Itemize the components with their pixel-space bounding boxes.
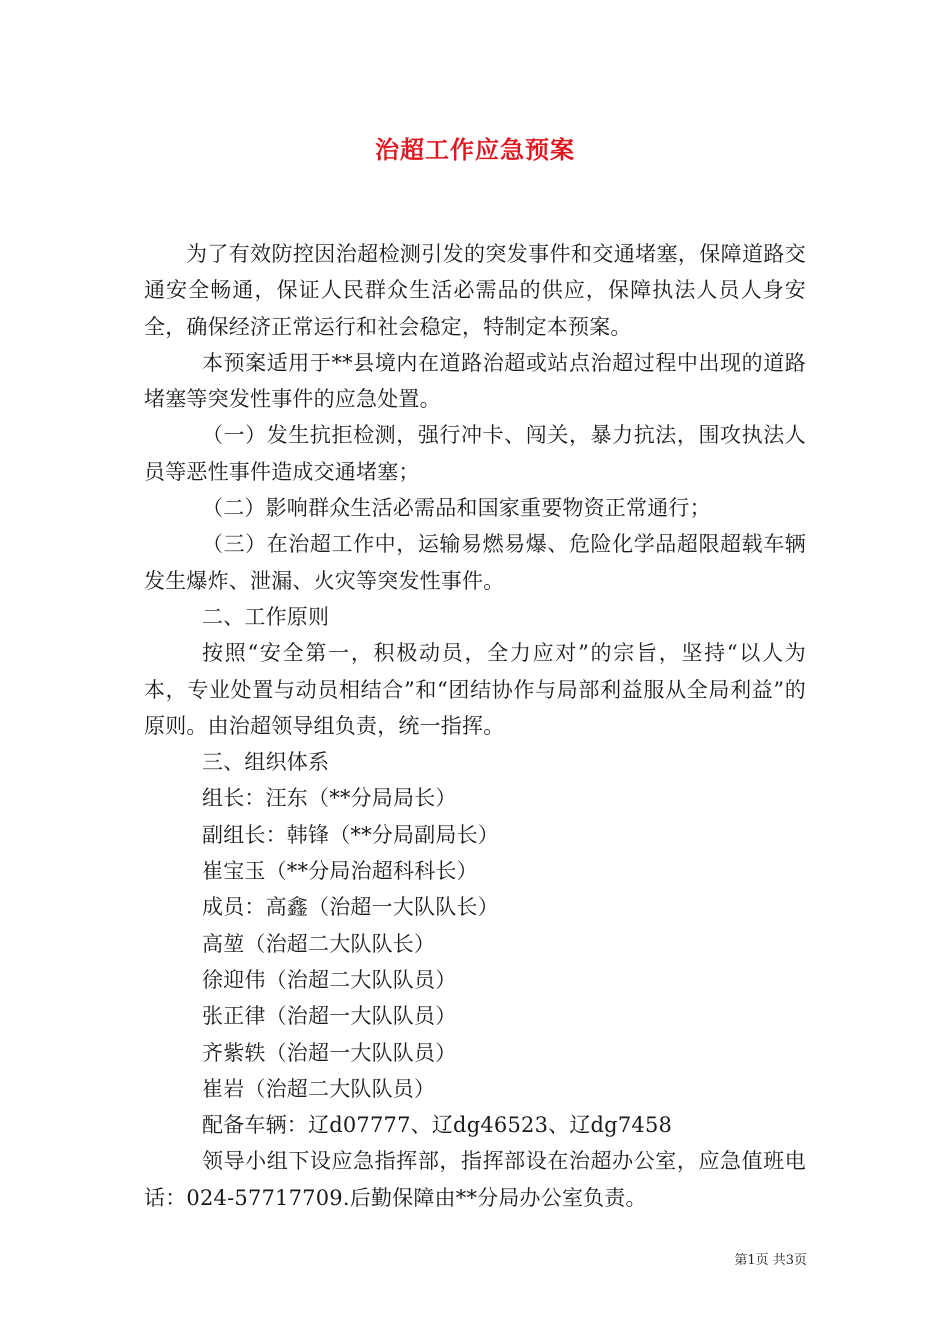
paragraph-case-2: （二）影响群众生活必需品和国家重要物资正常通行； [202, 496, 711, 521]
org-member-line: 崔岩（治超二大队队员） [202, 1076, 436, 1101]
paragraph-purpose: 为了有效防控因治超检测引发的突发事件和交通堵塞，保障道路交通安全畅通，保证人民群众生活必需品的供应，保障执法人员人身安全，确保经济正常运行和社会稳定，特制定本预案。 [144, 242, 806, 339]
section-heading-organization: 三、组织体系 [202, 750, 330, 775]
section-heading-principles: 二、工作原则 [202, 604, 330, 629]
org-member-line: 徐迎伟（治超二大队队员） [202, 967, 457, 992]
org-member-line: 成员：高鑫（治超一大队队长） [202, 895, 499, 920]
org-member-line: 崔宝玉（**分局治超科科长） [202, 859, 478, 884]
vehicles-line: 配备车辆：辽d07777、辽dg46523、辽dg7458 [202, 1113, 673, 1138]
org-member-line: 张正律（治超一大队队员） [202, 1004, 457, 1029]
paragraph-scope: 本预案适用于**县境内在道路治超或站点治超过程中出现的道路堵塞等突发性事件的应急处置。 [144, 350, 806, 412]
org-member-line: 副组长：韩锋（**分局副局长） [202, 822, 499, 847]
paragraph-principles: 按照“安全第一，积极动员，全力应对”的宗旨，坚持“以人为本，专业处置与动员相结合”和“团结协作与局部利益服从全局利益”的原则。由治超领导组负责，统一指挥。 [144, 641, 806, 738]
paragraph-case-1: （一）发生抗拒检测，强行冲卡、闯关，暴力抗法，围攻执法人员等恶性事件造成交通堵塞； [144, 423, 806, 484]
org-member-line: 组长：汪东（**分局局长） [202, 786, 457, 811]
paragraph-case-3: （三）在治超工作中，运输易燃易爆、危险化学品超限超载车辆发生爆炸、泄漏、火灾等突发性事件。 [144, 532, 806, 593]
document-title: 治超工作应急预案 [375, 135, 575, 164]
page-number-footer: 第1页 共3页 [734, 1253, 807, 1268]
document-body [144, 236, 806, 1216]
org-member-line: 高堃（治超二大队队长） [202, 931, 436, 956]
org-member-line: 齐紫轶（治超一大队队员） [202, 1040, 457, 1065]
paragraph-command-center: 领导小组下设应急指挥部，指挥部设在治超办公室，应急值班电话：024-57717709.后勤保障由**分局办公室负责。 [144, 1149, 806, 1210]
